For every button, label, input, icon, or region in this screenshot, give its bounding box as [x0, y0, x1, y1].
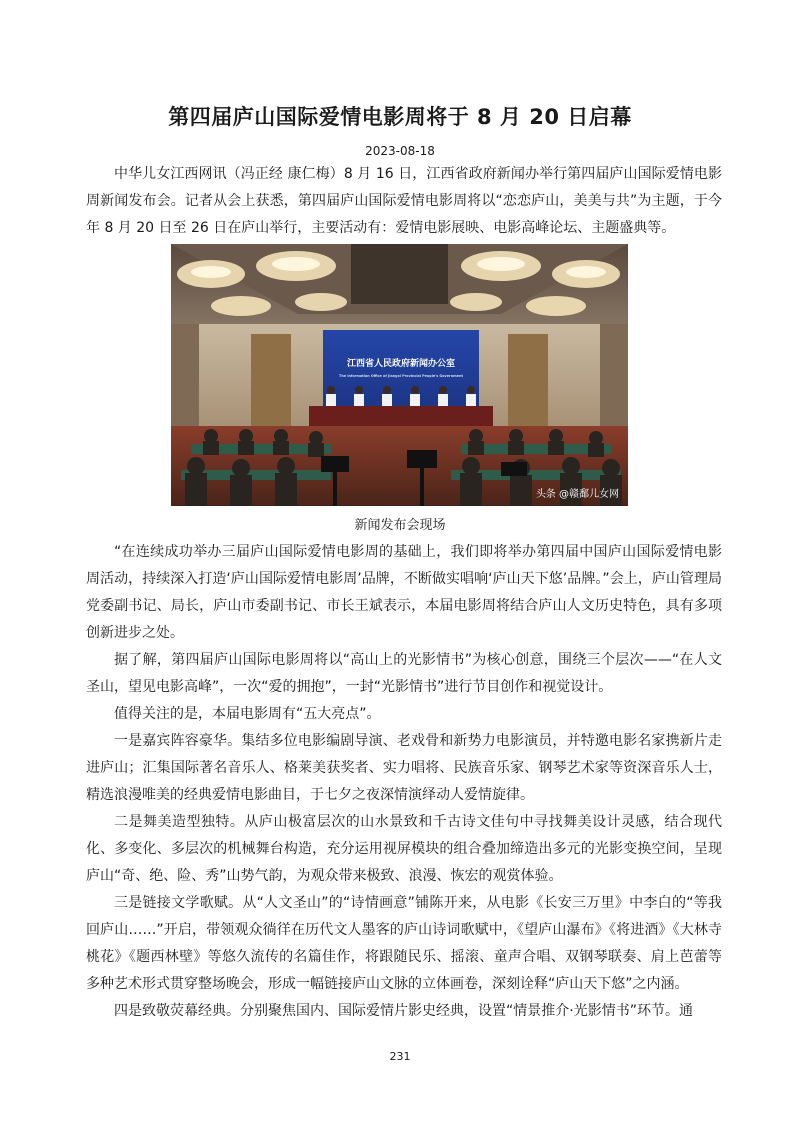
- backdrop-subtitle: The Information Office of Jiangxi Provincial People's Government: [339, 374, 463, 378]
- backdrop-title: 江西省人民政府新闻办公室: [346, 359, 456, 369]
- press-conference-photo: [171, 244, 628, 506]
- paragraph-5: 一是嘉宾阵容豪华。集结多位电影编剧导演、老戏骨和新势力电影演员，并特邀电影名家携新片走进庐山；汇集国际著名音乐人、格莱美获奖者、实力唱将、民族音乐家、钢琴艺术家等资深音乐人士，精选浪漫唯美的经典爱情电影曲目，于七夕之夜深情演绎动人爱情旋律。: [86, 733, 722, 803]
- paragraph-7: 三是链接文学歌赋。从“人文圣山”的“诗情画意”铺陈开来，从电影《长安三万里》中李白的“等我回庐山……”开启，带领观众徜徉在历代文人墨客的庐山诗词歌赋中，《望庐山瀑布》《将进酒》《大林寺桃花》《题西林壁》等悠久流传的名篇佳作，将跟随民乐、摇滚、童声合唱、双钢琴联奏、肩上芭蕾等多种艺术形式贯穿整场晚会，形成一幅链接庐山文脉的立体画卷，深刻诠释“庐山天下悠”之内涵。: [86, 895, 722, 992]
- photo-caption: 新闻发布会现场: [354, 518, 446, 533]
- watermark-text: 头条 @赣鄱儿女网: [535, 489, 619, 500]
- paragraph-8: 四是致敬荧幕经典。分别聚焦国内、国际爱情片影史经典，设置“情景推介·光影情书”环节。通: [114, 1003, 693, 1019]
- page-number: 231: [389, 1050, 411, 1063]
- paragraph-2: “在连续成功举办三届庐山国际爱情电影周的基础上，我们即将举办第四届中国庐山国际爱情电影周活动，持续深入打造‘庐山国际爱情电影周’品牌，不断做实唱响‘庐山天下悠’品牌。”会上，庐山管理局党委副书记、局长，庐山市委副书记、市长王斌表示，本届电影周将结合庐山人文历史特色，具有多项创新进步之处。: [86, 544, 722, 641]
- article-date: 2023-08-18: [365, 144, 435, 158]
- article-title: 第四届庐山国际爱情电影周将于 8 月 20 日启幕: [168, 105, 632, 129]
- paragraph-3: 据了解，第四届庐山国际电影周将以“高山上的光影情书”为核心创意，围绕三个层次——“在人文圣山，望见电影高峰”，一次“爱的拥抱”，一封“光影情书”进行节目创作和视觉设计。: [86, 652, 722, 695]
- paragraph-6: 二是舞美造型独特。从庐山极富层次的山水景致和千古诗文佳句中寻找舞美设计灵感，结合现代化、多变化、多层次的机械舞台构造，充分运用视屏模块的组合叠加缔造出多元的光影变换空间，呈现庐山“奇、绝、险、秀”山势气韵，为观众带来极致、浪漫、恢宏的观赏体验。: [86, 814, 722, 884]
- photo-illustration: [171, 244, 628, 506]
- paragraph-1: 中华儿女江西网讯（冯正经 康仁梅）8 月 16 日，江西省政府新闻办举行第四届庐山国际爱情电影周新闻发布会。记者从会上获悉，第四届庐山国际爱情电影周将以“恋恋庐山，美美与共”为主题，于今年 8 月 20 日至 26 日在庐山举行，主要活动有：爱情电影展映、电影高峰论坛、主题盛典等。: [86, 166, 722, 236]
- paragraph-4: 值得关注的是，本届电影周有“五大亮点”。: [114, 706, 381, 722]
